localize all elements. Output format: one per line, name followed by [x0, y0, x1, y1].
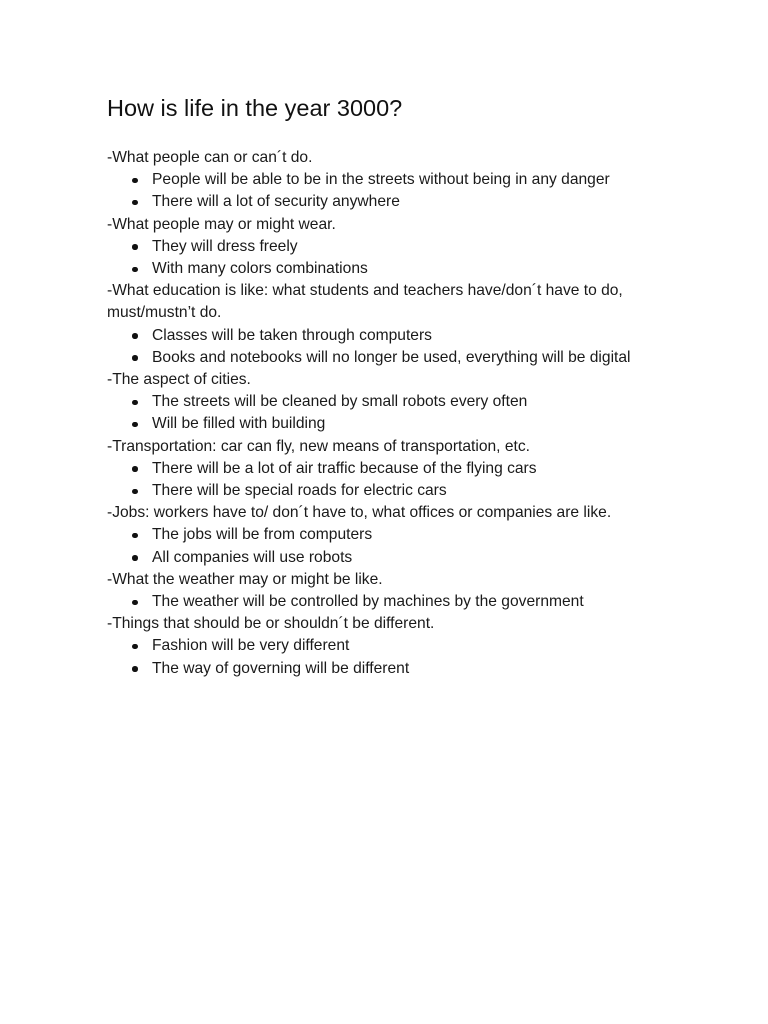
bullet-icon: [132, 355, 138, 361]
bullet-text: The jobs will be from computers: [152, 526, 373, 544]
document-title: How is life in the year 3000?: [107, 95, 403, 121]
bullet-icon: [132, 555, 138, 561]
bullet-item: [107, 169, 697, 191]
bullet-item: [107, 547, 697, 569]
document-body: [107, 147, 697, 680]
bullet-item: [107, 325, 697, 347]
bullet-list: [107, 524, 697, 568]
bullet-icon: [132, 600, 138, 606]
bullet-icon: [132, 200, 138, 206]
bullet-item: [107, 480, 697, 502]
document-page: [107, 93, 697, 680]
section-heading: -What people can or can´t do.: [107, 149, 313, 166]
bullet-text: Classes will be taken through computers: [152, 326, 432, 344]
bullet-icon: [132, 267, 138, 273]
bullet-icon: [132, 466, 138, 472]
bullet-icon: [132, 178, 138, 184]
bullet-text: The way of governing will be different: [152, 659, 410, 677]
bullet-icon: [132, 333, 138, 339]
bullet-icon: [132, 533, 138, 539]
bullet-list: [107, 325, 697, 369]
bullet-item: [107, 658, 697, 680]
bullet-text: All companies will use robots: [152, 548, 353, 566]
bullet-list: [107, 236, 697, 280]
bullet-icon: [132, 244, 138, 250]
bullet-item: [107, 635, 697, 657]
bullet-icon: [132, 489, 138, 495]
bullet-text: Fashion will be very different: [152, 637, 350, 655]
bullet-text: There will be special roads for electric cars: [152, 482, 447, 500]
bullet-text: With many colors combinations: [152, 260, 368, 278]
bullet-item: [107, 591, 697, 613]
bullet-icon: [132, 644, 138, 650]
bullet-icon: [132, 400, 138, 406]
bullet-text: They will dress freely: [152, 237, 298, 255]
section-heading: -What people may or might wear.: [107, 215, 336, 233]
bullet-item: [107, 258, 697, 280]
bullet-text: There will a lot of security anywhere: [152, 193, 400, 211]
bullet-list: [107, 391, 697, 435]
section-heading: -Transportation: car can fly, new means of transportation, etc.: [107, 437, 530, 455]
bullet-text: There will be a lot of air traffic because of the flying cars: [152, 459, 537, 477]
bullet-list: [107, 591, 697, 613]
bullet-text: Books and notebooks will no longer be used, everything will be digital: [152, 348, 631, 366]
bullet-text: People will be able to be in the streets without being in any danger: [152, 171, 610, 189]
bullet-icon: [132, 666, 138, 672]
bullet-text: Will be filled with building: [152, 415, 326, 433]
bullet-item: [107, 347, 697, 369]
bullet-text: The streets will be cleaned by small robots every often: [152, 393, 528, 411]
section-heading: -Things that should be or shouldn´t be different.: [107, 615, 435, 633]
bullet-text: The weather will be controlled by machines by the government: [152, 593, 584, 611]
bullet-item: [107, 458, 697, 480]
bullet-item: [107, 524, 697, 546]
section-heading: -What the weather may or might be like.: [107, 570, 383, 588]
bullet-item: [107, 413, 697, 435]
section-heading: -What education is like: what students and teachers have/don´t have to do, must/mustn’t do.: [107, 282, 623, 322]
bullet-item: [107, 191, 697, 213]
bullet-list: [107, 635, 697, 679]
bullet-list: [107, 169, 697, 213]
section-heading: -Jobs: workers have to/ don´t have to, what offices or companies are like.: [107, 504, 612, 522]
bullet-item: [107, 391, 697, 413]
bullet-list: [107, 458, 697, 502]
bullet-icon: [132, 422, 138, 428]
bullet-item: [107, 236, 697, 258]
section-heading: -The aspect of cities.: [107, 371, 251, 389]
